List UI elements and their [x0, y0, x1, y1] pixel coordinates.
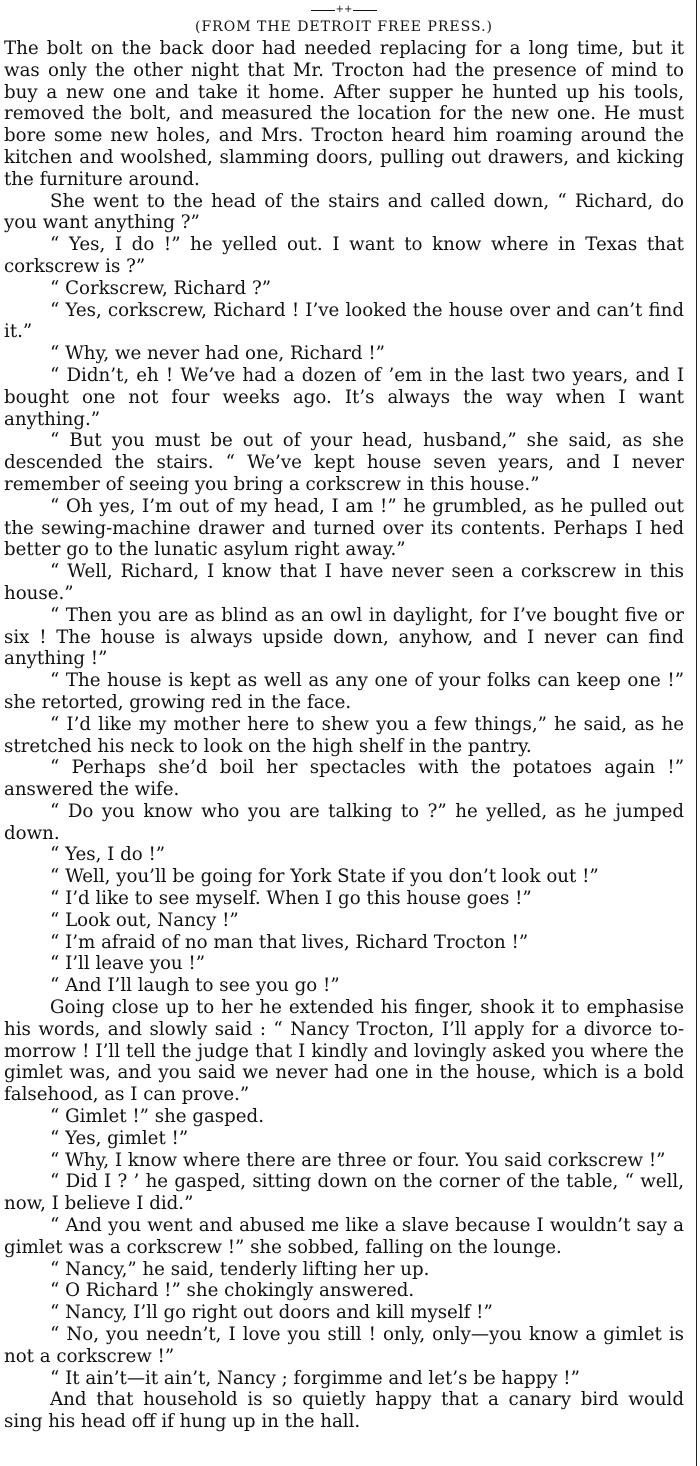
- article-paragraph: “ O Richard !” she chokingly answered.: [50, 1280, 415, 1302]
- article-paragraph: “ I’m afraid of no man that lives, Richard Trocton !”: [50, 931, 529, 953]
- article-paragraph: “ Well, you’ll be going for York State if you don’t look out !”: [50, 866, 599, 888]
- article-paragraph: “ Didn’t, eh ! We’ve had a dozen of ’em in the last two years, and I bought one not four weeks ago. It’s always the way when I want anything.”: [4, 364, 684, 430]
- article-paragraph: “ Perhaps she’d boil her spectacles with the potatoes again !” answered the wife.: [4, 757, 684, 801]
- article-paragraph: “ Corkscrew, Richard ?”: [50, 277, 272, 299]
- ornament-rule-left: [311, 10, 335, 11]
- article-paragraph: “ The house is kept as well as any one of your folks can keep one !” she retorted, growing red in the face.: [4, 670, 684, 713]
- article-paragraph: “ Do you know who you are talking to ?” he yelled, as he jumped down.: [4, 800, 684, 844]
- article-paragraph: “ And I’ll laugh to see you go !”: [50, 975, 340, 997]
- article-paragraph: “ And you went and abused me like a slave because I wouldn’t say a gimlet was a corkscrew !” she sobbed, falling on the lounge.: [4, 1215, 684, 1258]
- article-paragraph: “ Why, I know where there are three or four. You said corkscrew !”: [50, 1149, 666, 1171]
- article-paragraph: “ I’ll leave you !”: [50, 953, 206, 975]
- source-attribution: (FROM THE DETROIT FREE PRESS.): [195, 19, 493, 35]
- ornament-mark: ++: [335, 4, 353, 15]
- article-paragraph: “ No, you needn’t, I love you still ! only, only—you know a gimlet is not a corkscrew !”: [4, 1324, 684, 1367]
- article-paragraph: “ Well, Richard, I know that I have never seen a corkscrew in this house.”: [4, 561, 684, 604]
- article-paragraph: “ Yes, I do !”: [50, 844, 166, 866]
- column-rule: [696, 0, 697, 1466]
- article-paragraph: “ I’d like my mother here to shew you a few things,” he said, as he stretched his neck to look on the high shelf in the pantry.: [4, 713, 684, 757]
- article-paragraph: “ Yes, corkscrew, Richard ! I’ve looked the house over and can’t find it.”: [4, 299, 684, 343]
- article-paragraph: “ Nancy,” he said, tenderly lifting her up.: [50, 1258, 430, 1280]
- article-paragraph: She went to the head of the stairs and called down, “ Richard, do you want anything ?”: [4, 190, 684, 234]
- header-ornament: [4, 6, 684, 14]
- article-paragraph: “ Look out, Nancy !”: [50, 909, 239, 931]
- article-paragraph: The bolt on the back door had needed replacing for a long time, but it was only the other night that Mr. Trocton had the presence of mind to buy a new one and take it home. After supper he hunted up his tools, removed the bolt, and measured the location for the new one. He must bore some new holes, and Mrs. Trocton heard him roaming around the kitchen and woolshed, slamming doors, pulling out drawers, and kicking the furniture around.: [4, 38, 684, 190]
- article-paragraph: “ Did I ? ’ he gasped, sitting down on the corner of the table, “ well, now, I believe I did.”: [4, 1171, 684, 1215]
- article-paragraph: Going close up to her he extended his finger, shook it to emphasise his words, and slowly said : “ Nancy Trocton, I’ll apply for a divorce to-morrow ! I’ll tell the judge that I kindly and lovingly asked you where the gimlet was, and you said we never had one in the house, which is a bold falsehood, as I can prove.”: [4, 997, 684, 1106]
- article-paragraph: “ But you must be out of your head, husband,” she said, as she descended the stairs. “ We’ve kept house seven years, and I never remember of seeing you bring a corkscrew in this house.”: [4, 430, 684, 495]
- article-paragraph: “ Oh yes, I’m out of my head, I am !” he grumbled, as he pulled out the sewing-machine drawer and turned over its contents. Perhaps I hed better go to the lunatic asylum right away.”: [4, 495, 684, 561]
- article-paragraph: “ Why, we never had one, Richard !”: [50, 343, 385, 365]
- article-paragraph: “ Gimlet !” she gasped.: [50, 1106, 264, 1128]
- ornament-rule-right: [353, 10, 377, 11]
- article-paragraph: “ I’d like to see myself. When I go this house goes !”: [50, 888, 532, 910]
- article-paragraph: “ Then you are as blind as an owl in daylight, for I’ve bought five or six ! The house is always upside down, anyhow, and I never can find anything !”: [4, 604, 684, 670]
- article-paragraph: “ It ain’t—it ain’t, Nancy ; forgimme and let’s be happy !”: [50, 1367, 580, 1389]
- article-paragraph: “ Yes, gimlet !”: [50, 1127, 189, 1149]
- article-body: [4, 38, 684, 1433]
- article-paragraph: “ Yes, I do !” he yelled out. I want to know where in Texas that corkscrew is ?”: [4, 234, 684, 277]
- article-paragraph: And that household is so quietly happy that a canary bird would sing his head off if hung up in the hall.: [4, 1389, 684, 1433]
- article-paragraph: “ Nancy, I’ll go right out doors and kill myself !”: [50, 1302, 493, 1324]
